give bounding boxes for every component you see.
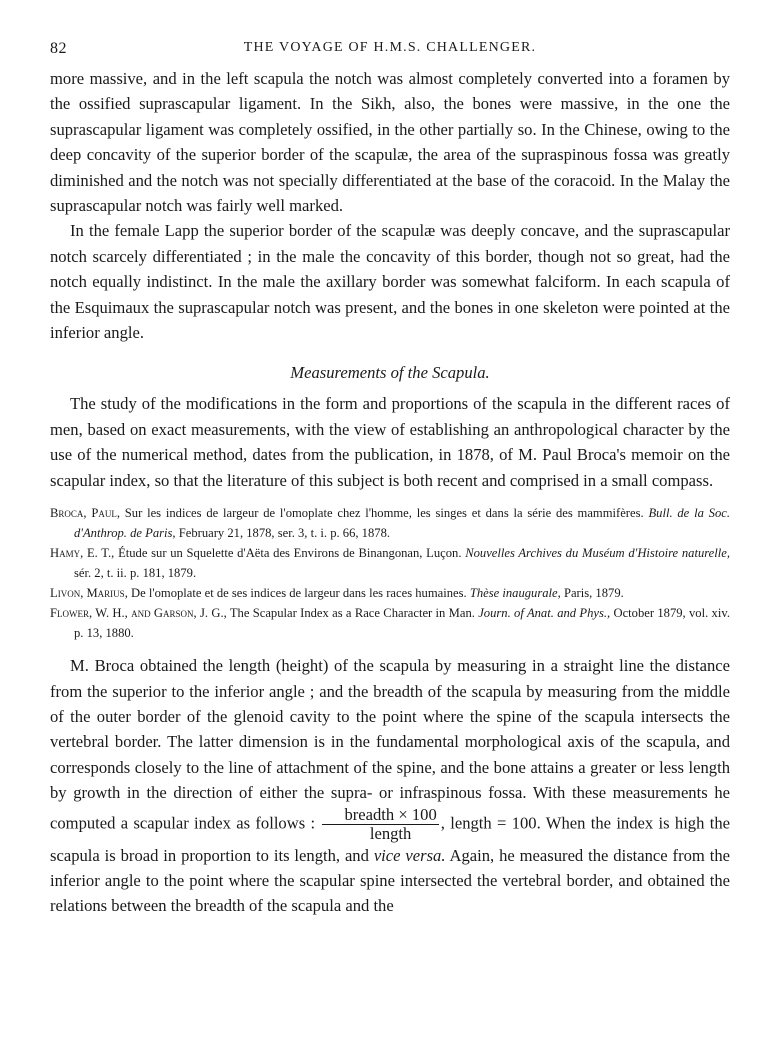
paragraph-2: In the female Lapp the superior border of the scapulæ was deeply concave, and the suprascapular notch scarcely differentiated ; in the male the concavity of this border, though not so great, had the notch equally indistinct. In the male the axillary border was somewhat falciform. In each scapula of the Esquimaux the suprascapular notch was present, and the bones in one skeleton were pointed at the inferior angle. [50, 221, 730, 343]
p4-text-before-formula: M. Broca obtained the length (height) of the scapula by measuring in a straight line the distance from the superior to the inferior angle ; and the breadth of the scapula by measuring from the middle of the outer border of the glenoid cavity to the point where the spine of the scapula intersects the vertebral border. The latter dimension is in the fundamental morphological axis of the scapula, and corresponds closely to the line of attachment of the spine, and the bone attains a greater or less length by growth in the direction of either the supra- or infraspinous fossa. With these measurements he computed a scapular index as follows : [50, 656, 730, 832]
formula-after: , length = 100. [440, 812, 541, 832]
p4-text-after-formula-1: When the index is high the scapula is broad in proportion to its length, and [50, 812, 730, 865]
ref-author: Hamy, E. T., [50, 546, 115, 561]
ref-details: sér. 2, t. ii. p. 181, 1879. [74, 566, 197, 581]
ref-journal: Thèse inaugurale, [469, 586, 561, 601]
p4-vice-versa: vice versa. [373, 845, 446, 865]
ref-author: Livon, Marius, [50, 586, 128, 601]
reference-item [50, 583, 730, 603]
ref-journal: Nouvelles Archives du Muséum d'Histoire naturelle, [465, 546, 731, 561]
ref-details: February 21, 1878, ser. 3, t. i. p. 66, 1878. [178, 526, 391, 541]
ref-author: Broca, Paul, [50, 506, 120, 521]
ref-details: Paris, 1879. [563, 586, 624, 601]
formula-numerator: breadth × 100 [322, 806, 438, 825]
running-header [50, 40, 730, 66]
reference-item [50, 603, 730, 643]
ref-text: The Scapular Index as a Race Character in Man. [229, 606, 475, 621]
ref-text: Étude sur un Squelette d'Aëta des Environs de Binangonan, Luçon. [118, 546, 462, 561]
paragraph-1: more massive, and in the left scapula the notch was almost completely converted into a foramen by the ossified suprascapular ligament. In the Sikh, also, the bones were massive, in the one the suprascapular ligament was completely ossified, in the other partially so. In the Chinese, owing to the deep concavity of the superior border of the scapulæ, the area of the supraspinous fossa was greatly diminished and the notch was not specially differentiated at the base of the coracoid. In the Malay the suprascapular notch was fairly well marked. [50, 69, 730, 216]
ref-journal: Journ. of Anat. and Phys., [478, 606, 611, 621]
reference-list [50, 503, 730, 643]
ref-author: Flower, W. H., and Garson, J. G., [50, 606, 227, 621]
reference-item [50, 543, 730, 583]
ref-text: Sur les indices de largeur de l'omoplate chez l'homme, les singes et dans la série des mammifères. [124, 506, 644, 521]
running-title: THE VOYAGE OF H.M.S. CHALLENGER. [243, 40, 537, 55]
page-number: 82 [50, 40, 67, 57]
ref-text: De l'omoplate et de ses indices de largeur dans les races humaines. [131, 586, 467, 601]
scapular-index-formula [322, 806, 438, 843]
page [50, 40, 730, 919]
paragraph-4 [50, 653, 730, 919]
ref-details: October 1879, vol. xiv. p. 13, 1880. [74, 606, 730, 641]
p4-text-after-formula-2: Again, he measured the distance from the inferior angle to the point where the scapular spine intersected the vertebral border, and obtained the relations between the breadth of the scapula and the [50, 845, 730, 916]
section-heading: Measurements of the Scapula. [290, 363, 490, 383]
paragraph-3: The study of the modifications in the form and proportions of the scapula in the different races of men, based on exact measurements, with the view of establishing an anthropological character by the use of the numerical method, dates from the publication, in 1878, of M. Paul Broca's memoir on the scapular index, so that the literature of this subject is both recent and comprised in a small compass. [50, 394, 730, 490]
ref-journal: Bull. de la Soc. d'Anthrop. de Paris, [74, 506, 730, 541]
formula-denominator: length [369, 823, 412, 843]
reference-item [50, 503, 730, 543]
